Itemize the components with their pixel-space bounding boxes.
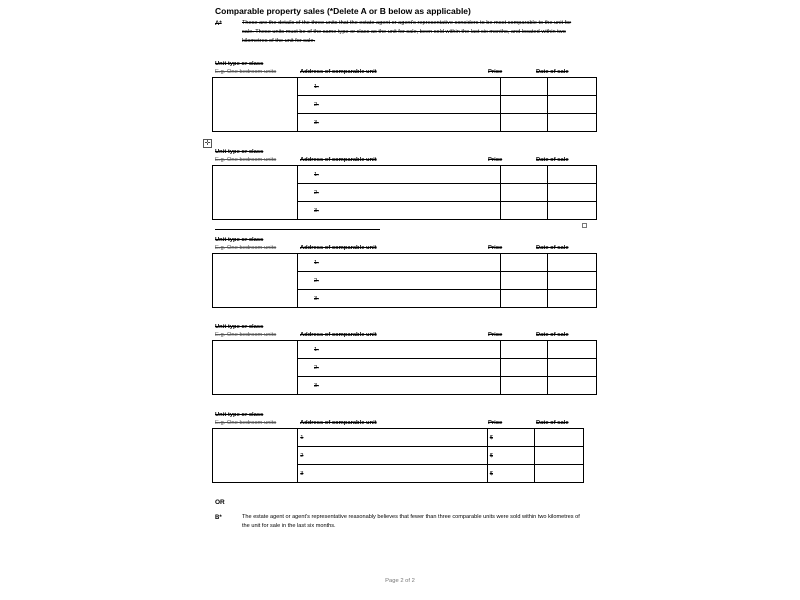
row-number: 3. [314, 295, 319, 302]
table-row [213, 341, 597, 359]
price-cell[interactable] [501, 359, 548, 377]
option-b-text: The estate agent or agent's representative reasonably believes that fewer than three comparable units were sold within two kilometres of the unit for sale in the last six months. [242, 514, 580, 529]
price-value [501, 260, 503, 266]
price-value [501, 208, 503, 214]
price-cell[interactable] [501, 166, 548, 184]
row-number: 1. [314, 259, 319, 266]
row-number: 1. [314, 83, 319, 90]
price-heading: Price [488, 69, 503, 75]
table-row [213, 78, 597, 96]
address-cell[interactable] [298, 78, 501, 96]
date-cell[interactable] [548, 78, 597, 96]
date-heading: Date of sale [536, 245, 569, 251]
price-value: $ [489, 452, 493, 459]
comparable-section-3 [212, 237, 584, 308]
price-value [501, 365, 503, 371]
date-heading: Date of sale [536, 69, 569, 75]
section-header [212, 149, 584, 165]
date-cell[interactable] [548, 377, 597, 395]
address-heading: Address of comparable unit [300, 420, 377, 426]
comparable-section-5 [212, 412, 584, 483]
unit-type-example: E.g. One bedroom units [215, 245, 277, 251]
row-number: 2. [314, 101, 319, 108]
price-heading: Price [488, 157, 503, 163]
price-cell[interactable] [501, 341, 548, 359]
page-number: Page 2 of 2 [385, 578, 415, 584]
address-cell[interactable] [298, 254, 501, 272]
row-number: 1. [314, 171, 319, 178]
price-heading: Price [488, 245, 503, 251]
unit-type-example: E.g. One bedroom units [215, 157, 277, 163]
date-cell[interactable] [548, 202, 597, 220]
date-heading: Date of sale [536, 420, 569, 426]
row-number: 2. [314, 277, 319, 284]
date-cell[interactable] [548, 254, 597, 272]
comparable-table [212, 77, 597, 132]
price-value: $ [489, 434, 493, 441]
row-number: 1. [314, 346, 319, 353]
date-cell[interactable] [534, 429, 583, 447]
row-number: 2 [300, 452, 304, 459]
row-number: 3. [314, 119, 319, 126]
table-row [213, 254, 597, 272]
price-cell[interactable] [487, 465, 534, 483]
divider-line [215, 229, 380, 230]
table-row [213, 166, 597, 184]
price-cell[interactable] [501, 78, 548, 96]
option-a-text: These are the details of the three units that the estate agent or agent's representative considers to be most comparable to the unit for sale. These units must be of the same type or class as the unit for sale, been sold within the last six months, and located within two kilometres of the unit for sale. [242, 20, 572, 44]
address-heading: Address of comparable unit [300, 157, 377, 163]
address-cell[interactable] [298, 429, 488, 447]
price-cell[interactable] [501, 290, 548, 308]
resize-icon[interactable] [582, 223, 587, 228]
comparable-section-1 [212, 61, 584, 132]
price-cell[interactable] [501, 96, 548, 114]
date-cell[interactable] [548, 114, 597, 132]
date-cell[interactable] [548, 96, 597, 114]
section-header [212, 412, 584, 428]
comparable-table [212, 253, 597, 308]
date-cell[interactable] [548, 359, 597, 377]
price-cell[interactable] [501, 202, 548, 220]
address-heading: Address of comparable unit [300, 69, 377, 75]
row-number: 2. [314, 364, 319, 371]
unit-type-heading: Unit type or class [215, 237, 264, 243]
price-heading: Price [488, 332, 503, 338]
price-value [501, 278, 503, 284]
date-cell[interactable] [548, 290, 597, 308]
price-cell[interactable] [501, 184, 548, 202]
price-value [501, 383, 503, 389]
date-cell[interactable] [548, 272, 597, 290]
price-cell[interactable] [501, 254, 548, 272]
unit-type-cell[interactable] [213, 341, 298, 395]
comparable-section-4 [212, 324, 584, 395]
option-a-label: A* [215, 21, 222, 27]
address-cell[interactable] [298, 359, 501, 377]
address-cell[interactable] [298, 465, 488, 483]
row-number: 2. [314, 189, 319, 196]
unit-type-heading: Unit type or class [215, 149, 264, 155]
row-number: 1 [300, 434, 304, 441]
price-value [501, 347, 503, 353]
address-cell[interactable] [298, 166, 501, 184]
price-value [501, 296, 503, 302]
address-cell[interactable] [298, 447, 488, 465]
unit-type-example: E.g. One bedroom units [215, 69, 277, 75]
address-heading: Address of comparable unit [300, 332, 377, 338]
address-cell[interactable] [298, 96, 501, 114]
section-header [212, 61, 584, 77]
unit-type-cell[interactable] [213, 78, 298, 132]
price-cell[interactable] [501, 377, 548, 395]
price-heading: Price [488, 420, 503, 426]
date-cell[interactable] [534, 465, 583, 483]
date-cell[interactable] [534, 447, 583, 465]
price-cell[interactable] [501, 272, 548, 290]
price-value [501, 190, 503, 196]
address-heading: Address of comparable unit [300, 245, 377, 251]
date-cell[interactable] [548, 184, 597, 202]
price-value [501, 120, 503, 126]
row-number: 3. [314, 382, 319, 389]
date-cell[interactable] [548, 341, 597, 359]
price-cell[interactable] [501, 114, 548, 132]
row-number: 3 [300, 470, 304, 477]
price-value [501, 102, 503, 108]
price-value [501, 172, 503, 178]
unit-type-heading: Unit type or class [215, 61, 264, 67]
unit-type-example: E.g. One bedroom units [215, 332, 277, 338]
date-heading: Date of sale [536, 157, 569, 163]
option-b-label: B* [215, 515, 222, 521]
section-header [212, 324, 584, 340]
price-value: $ [489, 470, 493, 477]
comparable-section-2 [212, 149, 584, 220]
address-cell[interactable] [298, 114, 501, 132]
comparable-table [212, 340, 597, 395]
address-cell[interactable] [298, 290, 501, 308]
address-cell[interactable] [298, 377, 501, 395]
unit-type-cell[interactable] [213, 429, 298, 483]
comparable-table [212, 428, 584, 483]
unit-type-heading: Unit type or class [215, 412, 264, 418]
date-cell[interactable] [548, 166, 597, 184]
address-cell[interactable] [298, 202, 501, 220]
unit-type-cell[interactable] [213, 166, 298, 220]
unit-type-cell[interactable] [213, 254, 298, 308]
price-cell[interactable] [487, 429, 534, 447]
price-cell[interactable] [487, 447, 534, 465]
price-value [501, 84, 503, 90]
move-icon[interactable]: ✛ [204, 140, 211, 147]
address-cell[interactable] [298, 341, 501, 359]
section-header [212, 237, 584, 253]
or-label: OR [215, 499, 225, 506]
unit-type-example: E.g. One bedroom units [215, 420, 277, 426]
date-heading: Date of sale [536, 332, 569, 338]
table-row [213, 429, 584, 447]
comparable-table [212, 165, 597, 220]
address-cell[interactable] [298, 184, 501, 202]
unit-type-heading: Unit type or class [215, 324, 264, 330]
address-cell[interactable] [298, 272, 501, 290]
row-number: 3. [314, 207, 319, 214]
page-title: Comparable property sales (*Delete A or B below as applicable) [215, 6, 471, 16]
